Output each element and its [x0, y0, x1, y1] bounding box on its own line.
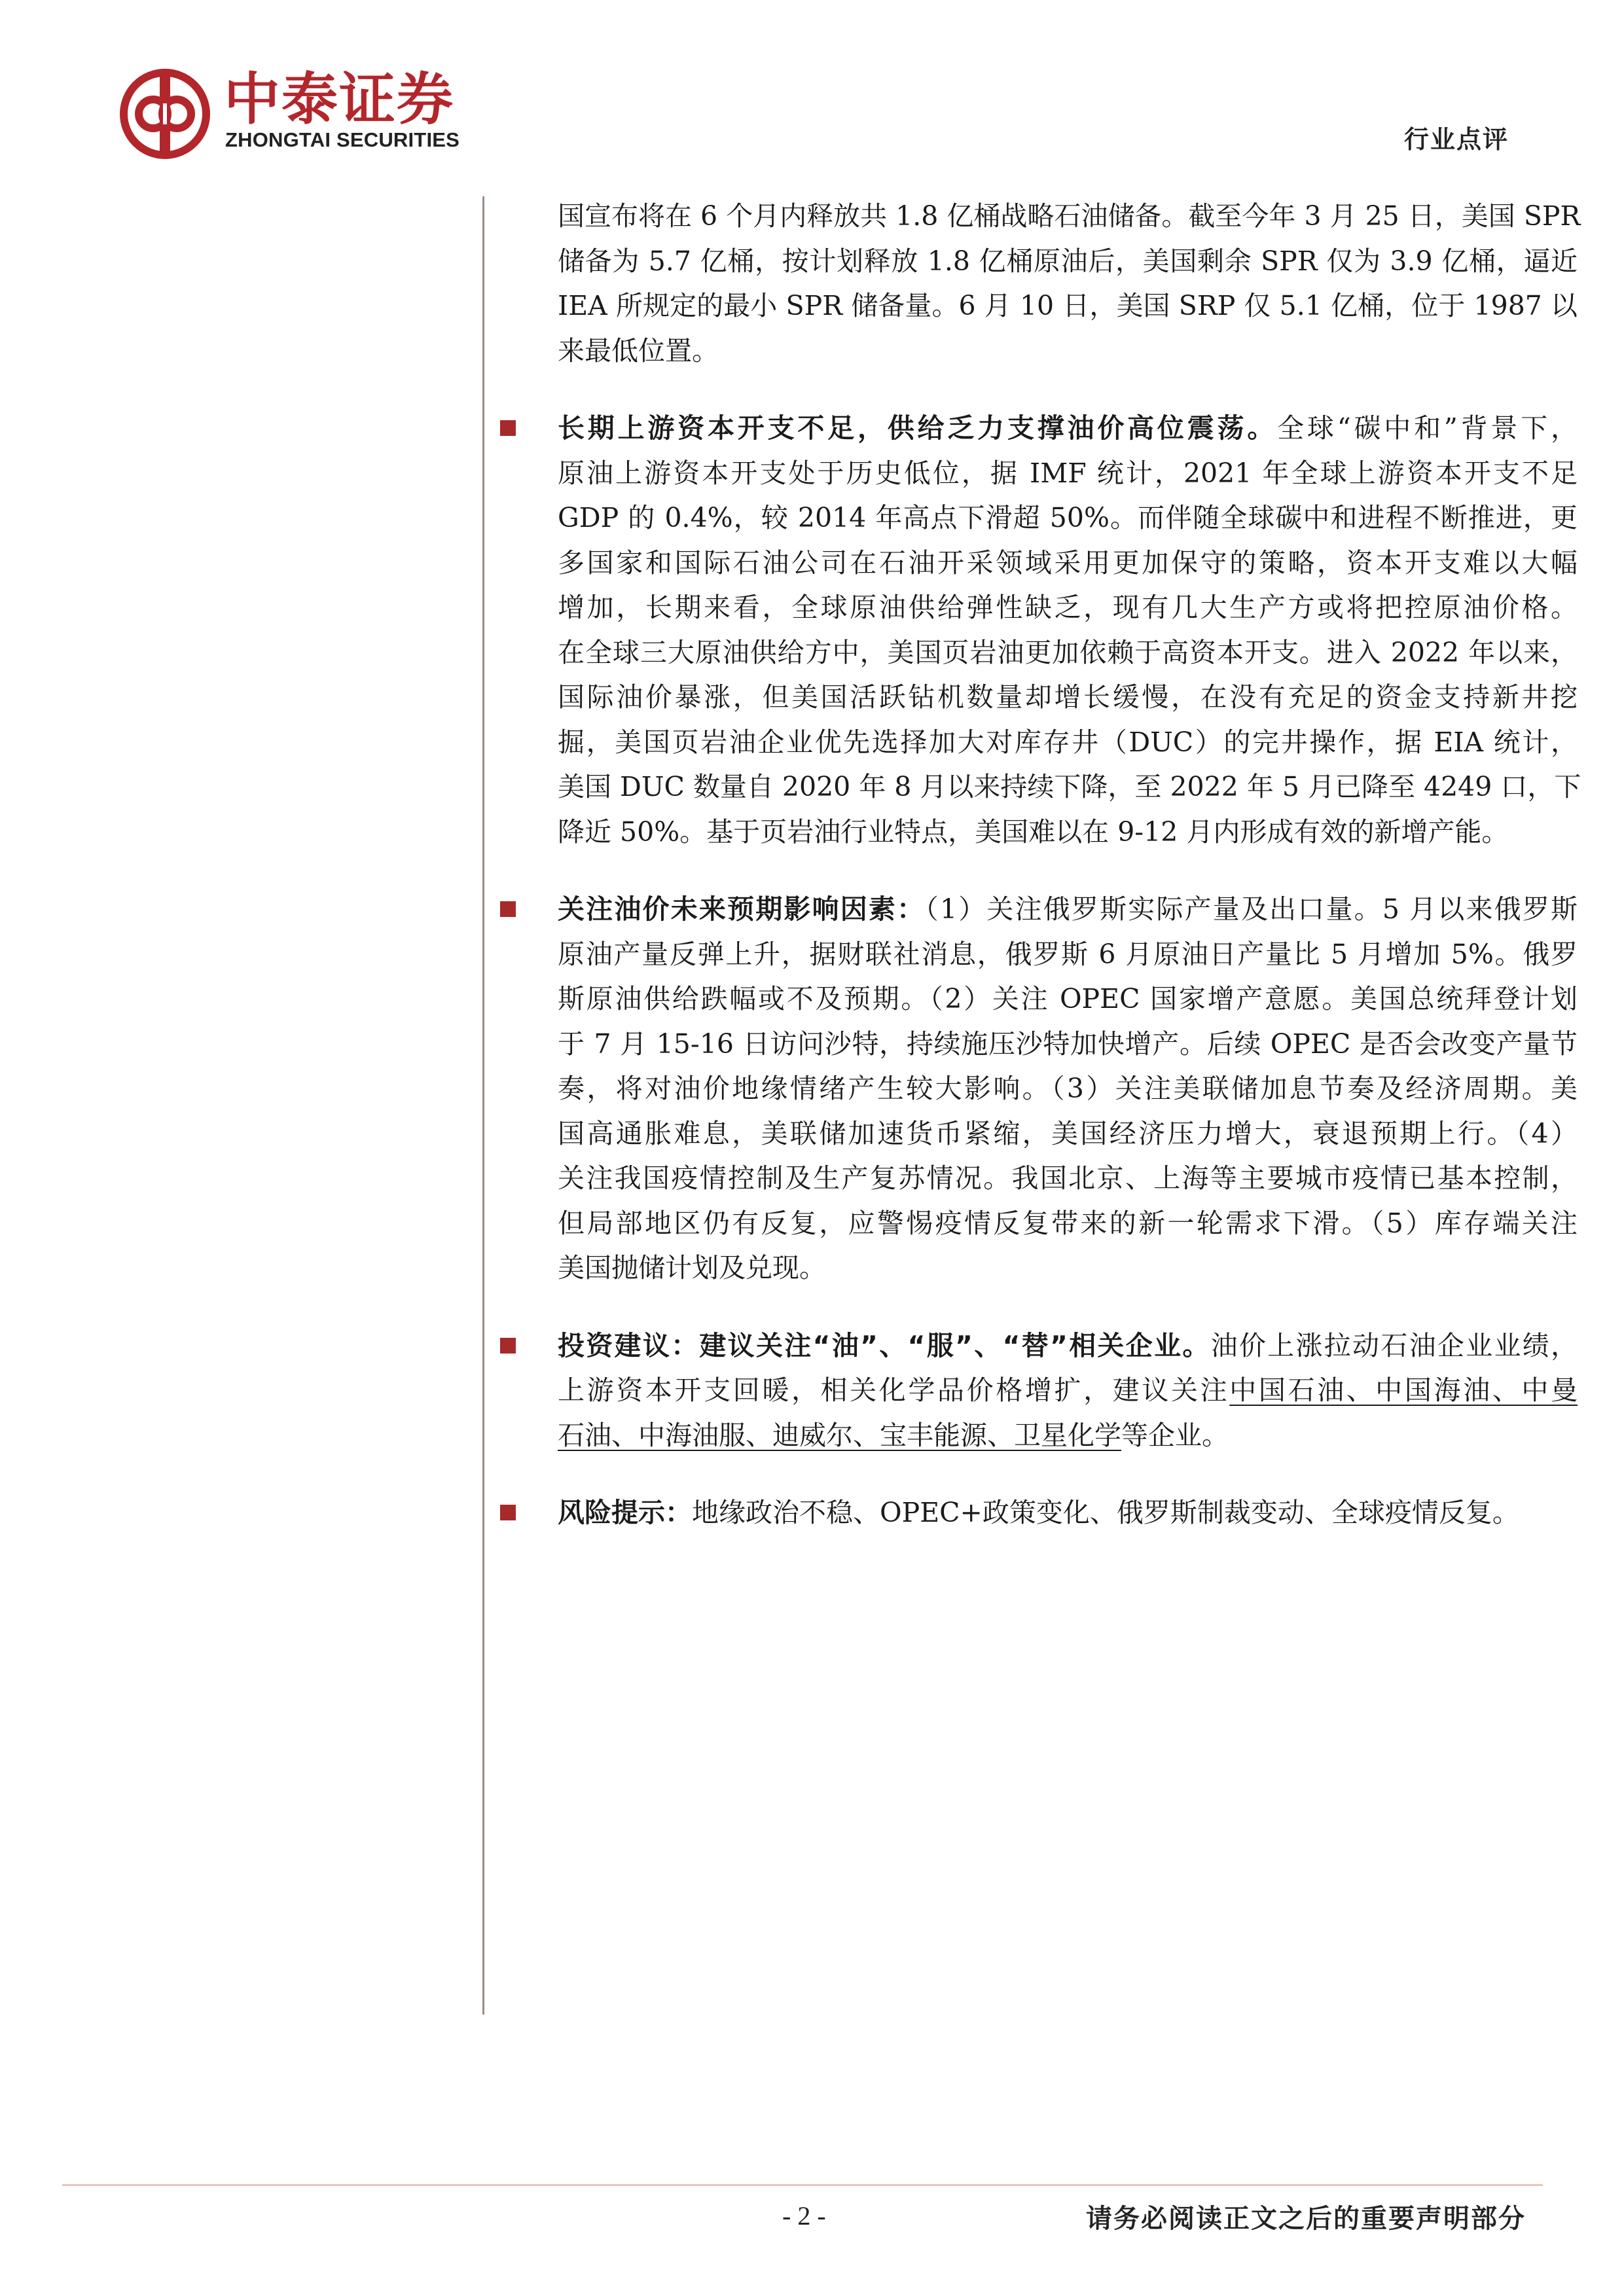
text-line: 斯原油供给跌幅或不及预期。（2）关注 OPEC 国家增产意愿。美国总统拜登计划	[558, 983, 1578, 1014]
text-line: 国宣布将在 6 个月内释放共 1.8 亿桶战略石油储备。截至今年 3 月 25 日，美国 SPR	[558, 200, 1581, 232]
continued-paragraph	[500, 194, 1581, 373]
bullet-text: 全球“碳中和”背景下，	[1277, 412, 1578, 444]
text-line	[558, 1490, 1578, 1535]
text-line: 原油产量反弹上升，据财联社消息，俄罗斯 6 月原油日产量比 5 月增加 5%。俄罗	[558, 938, 1578, 970]
left-divider	[482, 196, 484, 2015]
text-line	[558, 887, 1578, 932]
logo-chinese-name: 中泰证券	[224, 67, 454, 132]
text-line: 但局部地区仍有反复，应警惕疫情反复带来的新一轮需求下滑。（5）库存端关注	[558, 1207, 1578, 1239]
bullet-text: 等企业。	[1121, 1419, 1229, 1451]
brand-logo	[119, 63, 486, 161]
page-number: - 2 -	[782, 2201, 826, 2231]
bullet-heading: 长期上游资本开支不足，供给乏力支撑油价高位震荡。	[558, 412, 1278, 444]
text-line	[558, 406, 1578, 451]
disclaimer-note: 请务必阅读正文之后的重要声明部分	[1086, 2204, 1526, 2234]
bullet-price-factors	[500, 887, 1578, 1291]
bullet-heading: 风险提示：	[558, 1497, 692, 1528]
text-line: IEA 所规定的最小 SPR 储备量。6 月 10 日，美国 SRP 仅 5.1 亿桶，位于 1987 以	[558, 290, 1578, 321]
logo-english-name: ZHONGTAI SECURITIES	[225, 128, 460, 151]
bullet-supply-capex	[500, 406, 1581, 854]
square-bullet-icon	[500, 901, 516, 917]
bullet-investment-advice	[500, 1323, 1578, 1458]
text-line: GDP 的 0.4%，较 2014 年高点下滑超 50%。而伴随全球碳中和进程不断推进，更	[558, 502, 1578, 533]
bullet-text: （1）关注俄罗斯实际产量及出口量。5 月以来俄罗斯	[925, 893, 1578, 925]
text-line: 国际油价暴涨，但美国活跃钻机数量却增长缓慢，在没有充足的资金支持新井挖	[558, 681, 1578, 713]
recommended-stocks: 中国石油、中国海油、中曼	[1229, 1374, 1578, 1406]
bullet-risk-warning	[500, 1490, 1578, 1535]
text-line: 储备为 5.7 亿桶，按计划释放 1.8 亿桶原油后，美国剩余 SPR 仅为 3.9 亿桶，逼近	[558, 245, 1578, 277]
text-line: 国高通胀难息，美联储加速货币紧缩，美国经济压力增大，衰退预期上行。（4）	[558, 1117, 1578, 1149]
text-line: 原油上游资本开支处于历史低位，据 IMF 统计，2021 年全球上游资本开支不足	[558, 457, 1578, 489]
text-line: 掘，美国页岩油企业优先选择加大对库存井（DUC）的完井操作，据 EIA 统计，	[558, 726, 1578, 758]
text-line: 美国抛储计划及兑现。	[558, 1252, 826, 1283]
bullet-text: 上游资本开支回暖，相关化学品价格增扩，建议关注	[558, 1374, 1230, 1406]
text-line: 奏，将对油价地缘情绪产生较大影响。（3）关注美联储加息节奏及经济周期。美	[558, 1073, 1578, 1104]
text-line: 降近 50%。基于页岩油行业特点，美国难以在 9-12 月内形成有效的新增产能。	[558, 816, 1509, 848]
text-line: 美国 DUC 数量自 2020 年 8 月以来持续下降，至 2022 年 5 月已降至 4249 口，下	[558, 771, 1581, 802]
text-line: 在全球三大原油供给方中，美国页岩油更加依赖于高资本开支。进入 2022 年以来，	[558, 636, 1578, 668]
text-line	[558, 1413, 1578, 1458]
bullet-heading: 投资建议：建议关注“油”、“服”、“替”相关企业。	[558, 1329, 1211, 1361]
text-line	[558, 1368, 1578, 1413]
document-type: 行业点评	[1403, 125, 1509, 154]
text-line: 来最低位置。	[558, 334, 719, 367]
text-line: 于 7 月 15-16 日访问沙特，持续施压沙特加快增产。后续 OPEC 是否会改变产量节	[558, 1028, 1578, 1060]
bullet-text: 油价上涨拉动石油企业业绩，	[1210, 1329, 1578, 1361]
text-line	[558, 1323, 1578, 1369]
zhongtai-logo-icon	[119, 68, 211, 160]
bullet-text: 地缘政治不稳、OPEC+政策变化、俄罗斯制裁变动、全球疫情反复。	[692, 1497, 1519, 1528]
recommended-stocks: 石油、中海油服、迪威尔、宝丰能源、卫星化学	[558, 1419, 1121, 1451]
text-line: 增加，长期来看，全球原油供给弹性缺乏，现有几大生产方或将把控原油价格。	[558, 592, 1578, 623]
square-bullet-icon	[500, 1338, 516, 1354]
bullet-heading: 关注油价未来预期影响因素：	[558, 893, 926, 925]
footer-divider	[62, 2184, 1543, 2186]
report-body	[500, 194, 1581, 1568]
square-bullet-icon	[500, 420, 516, 436]
square-bullet-icon	[500, 1505, 516, 1520]
text-line: 关注我国疫情控制及生产复苏情况。我国北京、上海等主要城市疫情已基本控制，	[558, 1162, 1578, 1194]
text-line: 多国家和国际石油公司在石油开采领域采用更加保守的策略，资本开支难以大幅	[558, 547, 1578, 579]
